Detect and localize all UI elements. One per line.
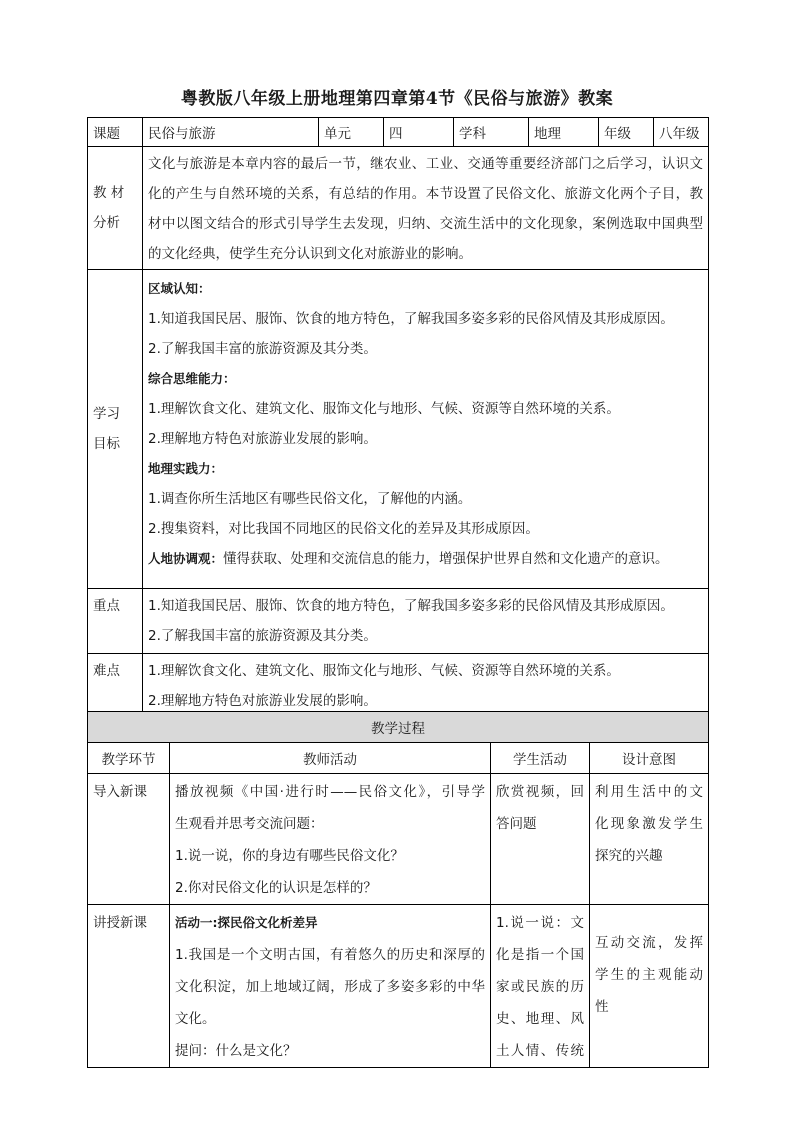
col-header-student: 学生活动 — [491, 743, 590, 774]
student-activity-intro: 欣赏视频，回 答问题 — [491, 774, 590, 905]
learning-goals-row — [88, 270, 709, 589]
header-row — [88, 118, 709, 147]
topic-value: 民俗与旅游 — [143, 118, 319, 147]
process-column-headers — [88, 743, 709, 774]
col-header-teacher: 教师活动 — [170, 743, 491, 774]
subject-value: 地理 — [529, 118, 599, 147]
design-intent-intro: 利用生活中的文 化现象激发学生 探究的兴趣 — [590, 774, 709, 905]
teacher-activity-intro: 播放视频《中国·进行时——民俗文化》，引导学 生观看并思考交流问题： 1.说一说，你的身边有哪些民俗文化？ 2.你对民俗文化的认识是怎样的？ — [170, 774, 491, 905]
process-row-intro — [88, 774, 709, 905]
process-title: 教学过程 — [88, 712, 709, 743]
process-row-new-lesson — [88, 905, 709, 1068]
unit-value: 四 — [384, 118, 454, 147]
col-header-stage: 教学环节 — [88, 743, 170, 774]
key-points-label: 重点 — [88, 589, 143, 654]
document-title: 粤教版八年级上册地理第四章第4节《民俗与旅游》教案 — [180, 89, 614, 109]
subject-label: 学科 — [454, 118, 529, 147]
difficulty-content: 1.理解饮食文化、建筑文化、服饰文化与地形、气候、资源等自然环境的关系。 2.理解地方特色对旅游业发展的影响。 — [143, 654, 709, 719]
grade-label: 年级 — [599, 118, 654, 147]
textbook-analysis-row — [88, 147, 709, 270]
col-header-intent: 设计意图 — [590, 743, 709, 774]
learning-goals-content: 区域认知： 1.知道我国民居、服饰、饮食的地方特色，了解我国多姿多彩的民俗风情及其形成原因。 2.了解我国丰富的旅游资源及其分类。 综合思维能力： 1.理解饮食文化、建筑文化、服饰文化与地形、气候、资源等自然环境的关系。 2.理解地方特色对旅游业发展的影响。 地理实践力： 1.调查你所生活地区有哪些民俗文化，了解他的内涵。 2.搜集资料，对比我国不同地区的民俗文化的差异及其形成原因。 人地协调观：懂得获取、处理和交流信息的能力，增强保护世界自然和文化遗产的意识。 — [143, 270, 709, 589]
grade-value: 八年级 — [654, 118, 709, 147]
topic-label: 课题 — [88, 118, 143, 147]
process-title-row — [88, 712, 709, 743]
key-points-row — [88, 589, 709, 654]
student-activity-new-lesson: 1.说一说：文 化是指一个国 家或民族的历 史、地理、风 土人情、传统 — [491, 905, 590, 1068]
key-points-content: 1.知道我国民居、服饰、饮食的地方特色，了解我国多姿多彩的民俗风情及其形成原因。 2.了解我国丰富的旅游资源及其分类。 — [143, 589, 709, 654]
stage-intro: 导入新课 — [88, 774, 170, 905]
difficulty-label: 难点 — [88, 654, 143, 719]
teacher-activity-new-lesson: 活动一:探民俗文化析差异 1.我国是一个文明古国，有着悠久的历史和深厚的 文化积淀，加上地域辽阔，形成了多姿多彩的中华 文化。 提问：什么是文化？ — [170, 905, 491, 1068]
textbook-analysis-label: 教 材 分析 — [88, 147, 143, 270]
textbook-analysis-content: 文化与旅游是本章内容的最后一节，继农业、工业、交通等重要经济部门之后学习，认识文 化的产生与自然环境的关系，有总结的作用。本节设置了民俗文化、旅游文化两个子目，教 材中以图文结合的形式引导学生去发现，归纳、交流生活中的文化现象，案例选取中国典型 的文化经典，使学生充分认识到文化对旅游业的影响。 — [143, 147, 709, 270]
unit-label: 单元 — [319, 118, 384, 147]
design-intent-new-lesson: 互动交流，发挥 学生的主观能动 性 — [590, 905, 709, 1068]
learning-goals-label: 学习 目标 — [88, 270, 143, 589]
difficulty-row — [88, 654, 709, 719]
teaching-process-table — [87, 711, 709, 1068]
lesson-info-table — [87, 117, 709, 719]
stage-new-lesson: 讲授新课 — [88, 905, 170, 1068]
